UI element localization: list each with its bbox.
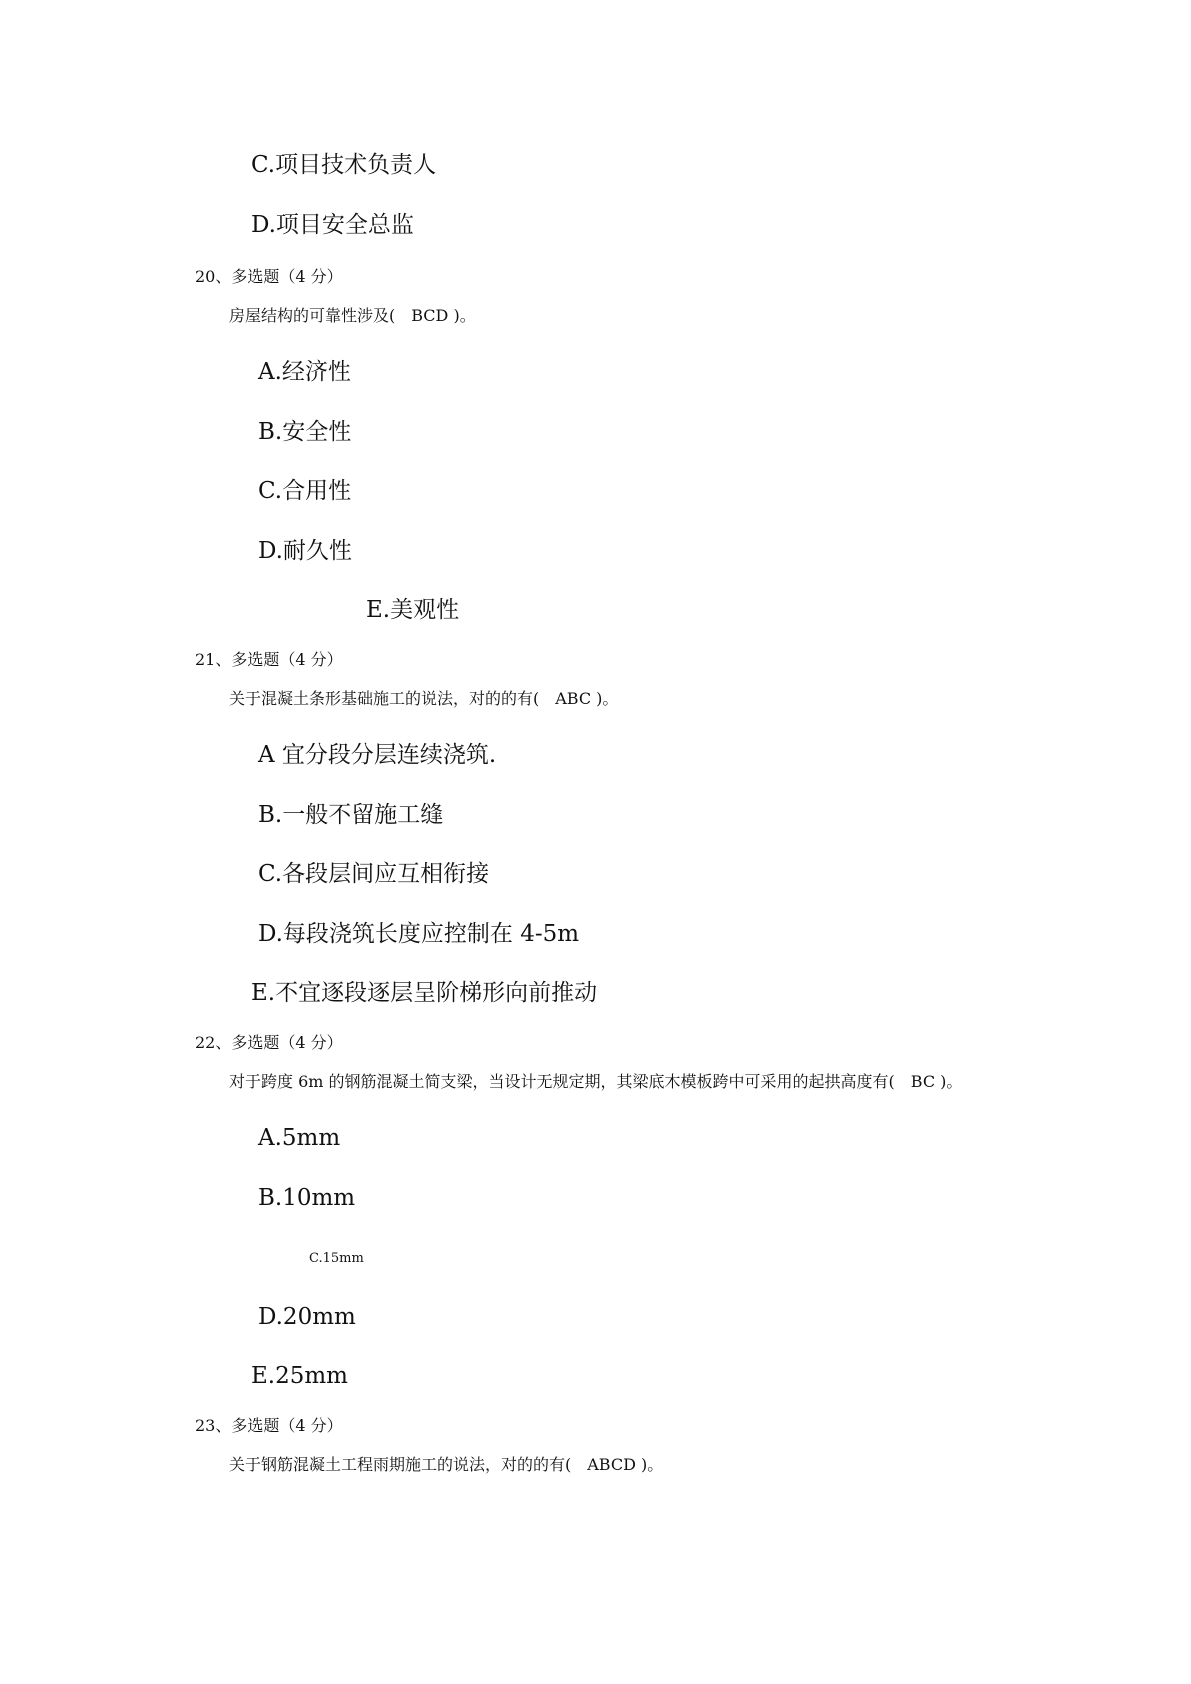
q22-stem: 对于跨度 6m 的钢筋混凝土简支梁，当设计无规定期，其梁底木模板跨中可采用的起拱高度有( BC )。 — [229, 1072, 963, 1091]
q20-option-b: B.安全性 — [258, 419, 352, 445]
q20-option-c: C.合用性 — [258, 478, 352, 504]
q19-option-c: C.项目技术负责人 — [251, 152, 437, 178]
q23-stem: 关于钢筋混凝土工程雨期施工的说法，对的的有( ABCD )。 — [229, 1455, 664, 1474]
q19-option-d: D.项目安全总监 — [251, 212, 414, 238]
q23-header: 23、多选题（4 分） — [195, 1416, 343, 1435]
q21-option-c: C.各段层间应互相衔接 — [258, 861, 490, 887]
q21-option-e: E.不宜逐段逐层呈阶梯形向前推动 — [251, 980, 598, 1006]
q22-option-e: E.25mm — [251, 1363, 348, 1389]
q21-option-a: A 宜分段分层连续浇筑. — [258, 742, 497, 768]
q21-option-b: B.一般不留施工缝 — [258, 802, 444, 828]
q21-stem: 关于混凝土条形基础施工的说法，对的的有( ABC )。 — [229, 689, 619, 708]
q21-option-d: D.每段浇筑长度应控制在 4-5m — [258, 921, 580, 947]
q22-option-d: D.20mm — [258, 1304, 356, 1330]
q20-option-a: A.经济性 — [258, 359, 351, 385]
q22-option-b: B.10mm — [258, 1185, 356, 1211]
q20-header: 20、多选题（4 分） — [195, 267, 343, 286]
q20-option-d: D.耐久性 — [258, 538, 352, 564]
q21-header: 21、多选题（4 分） — [195, 650, 343, 669]
q22-header: 22、多选题（4 分） — [195, 1033, 343, 1052]
q22-option-c: C.15mm — [309, 1251, 364, 1266]
q22-option-a: A.5mm — [258, 1125, 341, 1151]
q20-option-e: E.美观性 — [366, 597, 460, 623]
q20-stem: 房屋结构的可靠性涉及( BCD )。 — [229, 306, 476, 325]
